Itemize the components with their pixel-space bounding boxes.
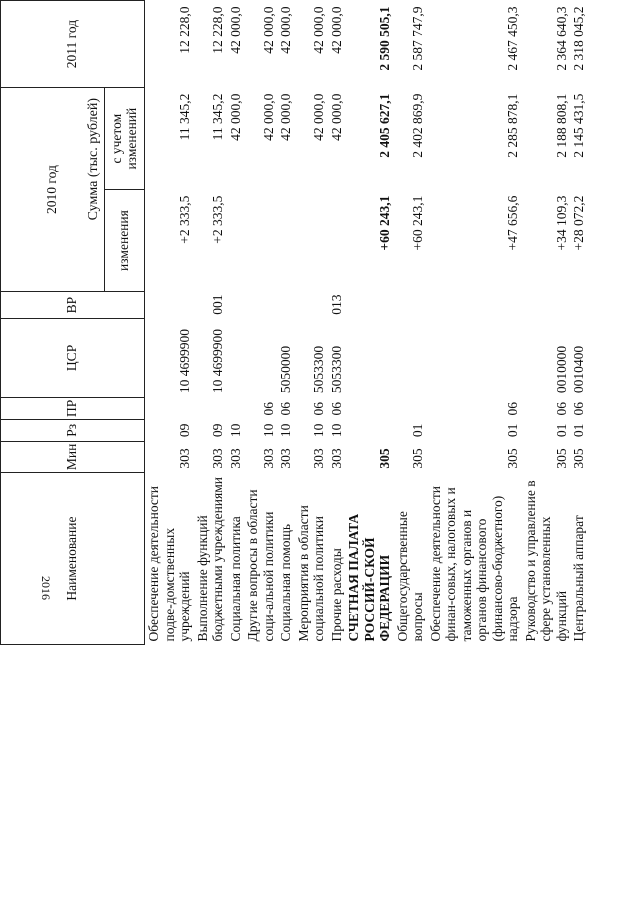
cell-2011: 2 318 045,2: [571, 6, 587, 71]
cell-2011: 42 000,0: [311, 6, 327, 54]
cell-with-changes: 11 345,2: [210, 93, 226, 141]
cell-with-changes: 42 000,0: [260, 93, 276, 141]
cell-rz: 01: [553, 423, 569, 438]
cell-with-changes: 42 000,0: [278, 93, 294, 141]
cell-min: 303: [328, 448, 344, 469]
header-rz: Рз: [1, 419, 145, 441]
cell-rz: 10: [227, 423, 243, 438]
cell-vr: [277, 291, 295, 318]
cell-name: Обеспечение деятельности финан-совых, налоговых и таможенных органов и органов финансового (финансово-бюджетного) надзора: [427, 485, 521, 642]
cell-min: 303: [278, 448, 294, 469]
table-header: [1, 1, 145, 645]
header-pr: ПР: [1, 397, 145, 419]
header-csr: ЦСР: [1, 319, 145, 397]
cell-changes: +60 243,1: [377, 195, 393, 251]
cell-csr: 10 4699900: [210, 329, 226, 394]
cell-name: Общегосударственные вопросы: [394, 511, 426, 642]
cell-min: 305: [505, 448, 521, 469]
table-row: [145, 1, 194, 645]
cell-2011: 2 364 640,3: [553, 6, 569, 71]
cell-csr: 10 4699900: [177, 329, 193, 394]
cell-csr: [394, 319, 427, 397]
header-changes: изменения: [105, 190, 145, 292]
table-row: [345, 1, 394, 645]
cell-pr: [345, 397, 394, 419]
cell-name: Социальная помощь: [278, 523, 294, 642]
table-row: [194, 1, 227, 645]
cell-rz: 01: [571, 423, 587, 438]
cell-rz: 01: [410, 423, 426, 438]
cell-2011: 42 000,0: [278, 6, 294, 54]
cell-name: Социальная политика: [227, 516, 243, 642]
cell-with-changes: 2 145 431,5: [571, 93, 587, 158]
header-vr: ВР: [1, 291, 145, 318]
cell-csr: 5053300: [311, 345, 327, 394]
cell-2011: 42 000,0: [260, 6, 276, 54]
cell-csr: [345, 319, 394, 397]
cell-pr: [394, 397, 427, 419]
cell-rz: 10: [328, 423, 344, 438]
cell-with-changes: 2 402 869,9: [410, 93, 426, 158]
cell-pr: [145, 397, 194, 419]
cell-with-changes: 2 405 627,1: [377, 93, 393, 158]
cell-with-changes: 42 000,0: [227, 93, 243, 141]
table-row: [427, 1, 522, 645]
cell-changes: [328, 190, 346, 292]
cell-min: 305: [553, 448, 569, 469]
cell-rz: 10: [311, 423, 327, 438]
cell-changes: [295, 190, 328, 292]
table-row: [394, 1, 427, 645]
cell-changes: +47 656,6: [505, 195, 521, 251]
table-row: [295, 1, 328, 645]
cell-min: 303: [311, 448, 327, 469]
cell-min: 305: [571, 448, 587, 469]
cell-changes: +60 243,1: [410, 195, 426, 251]
cell-rz: [345, 419, 394, 441]
cell-min: 303: [210, 448, 226, 469]
cell-min: 305: [410, 448, 426, 469]
cell-pr: 06: [311, 401, 327, 416]
cell-name: Обеспечение деятельности подве-домственных учреждений: [146, 485, 193, 642]
cell-vr: [244, 291, 277, 318]
cell-name: Центральный аппарат: [571, 515, 587, 642]
cell-vr: [295, 291, 328, 318]
cell-changes: +2 333,5: [177, 195, 193, 244]
header-with-changes: с учетом изменений: [105, 88, 145, 190]
header-name: Наименование: [1, 473, 145, 645]
cell-min: 305: [377, 448, 393, 469]
table-row: [277, 1, 295, 645]
cell-min: 303: [177, 448, 193, 469]
cell-with-changes: 42 000,0: [311, 93, 327, 141]
table-row: [244, 1, 277, 645]
table-row: [522, 1, 571, 645]
header-year-2010: 2010 год: [1, 88, 105, 292]
cell-changes: +34 109,3: [553, 195, 569, 251]
cell-vr: [345, 291, 394, 318]
cell-csr: [227, 319, 245, 397]
cell-2011: 12 228,0: [210, 6, 226, 54]
cell-with-changes: 42 000,0: [328, 93, 344, 141]
cell-name: Выполнение функций бюджетными учреждениями: [194, 476, 226, 642]
cell-csr: 5053300: [328, 345, 344, 394]
cell-min: 303: [227, 448, 243, 469]
cell-name: СЧЕТНАЯ ПАЛАТА РОССИЙ-СКОЙ ФЕДЕРАЦИИ: [346, 513, 393, 642]
cell-changes: [244, 190, 277, 292]
table-row: [328, 1, 346, 645]
cell-pr: 06: [328, 401, 344, 416]
cell-rz: 10: [260, 423, 276, 438]
cell-csr: 0010400: [571, 345, 587, 394]
cell-vr: [227, 291, 245, 318]
cell-changes: +28 072,2: [571, 195, 587, 251]
table-row: [227, 1, 245, 645]
cell-csr: 0010000: [553, 345, 569, 394]
cell-changes: +2 333,5: [210, 195, 226, 244]
cell-2011: 2 467 450,3: [505, 6, 521, 71]
cell-rz: 01: [505, 423, 521, 438]
cell-pr: [227, 397, 245, 419]
cell-2011: 2 590 505,1: [377, 6, 393, 71]
cell-rz: 09: [177, 423, 193, 438]
cell-name: Руководство и управление в сфере установленных функций: [522, 480, 569, 642]
cell-pr: 06: [278, 401, 294, 416]
cell-pr: 06: [553, 401, 569, 416]
cell-rz: 09: [210, 423, 226, 438]
cell-vr: [427, 291, 522, 318]
cell-name: Другие вопросы в области соци-альной политики: [245, 489, 276, 642]
cell-vr: [570, 291, 588, 318]
cell-vr: [394, 291, 427, 318]
cell-name: Мероприятия в области социальной политики: [295, 505, 327, 642]
cell-csr: 5050000: [278, 345, 294, 394]
cell-csr: [427, 319, 522, 397]
cell-2011: 42 000,0: [227, 6, 243, 54]
cell-name: Прочие расходы: [328, 548, 344, 642]
cell-vr: [145, 291, 194, 318]
table-row: [570, 1, 588, 645]
cell-pr: 06: [571, 401, 587, 416]
cell-with-changes: 11 345,2: [177, 93, 193, 141]
cell-vr: 013: [328, 294, 344, 315]
header-min: Мин: [1, 441, 145, 472]
cell-with-changes: 2 188 808,1: [553, 93, 569, 158]
cell-2011: 42 000,0: [328, 6, 344, 54]
cell-pr: [194, 397, 227, 419]
cell-changes: [227, 190, 245, 292]
header-year-2011: 2011 год: [1, 1, 145, 88]
cell-rz: 10: [278, 423, 294, 438]
cell-2011: 12 228,0: [177, 6, 193, 54]
cell-pr: 06: [505, 401, 521, 416]
cell-vr: 001: [210, 294, 226, 315]
unit-label: Сумма (тыс. рублей): [86, 98, 101, 221]
cell-vr: [522, 291, 571, 318]
cell-csr: [244, 319, 277, 397]
cell-2011: 2 587 747,9: [410, 6, 426, 71]
cell-min: 303: [260, 448, 276, 469]
table-body: [145, 1, 588, 645]
page-number: 2016: [39, 576, 53, 600]
cell-changes: [277, 190, 295, 292]
cell-with-changes: 2 285 878,1: [505, 93, 521, 158]
cell-pr: 06: [260, 401, 276, 416]
